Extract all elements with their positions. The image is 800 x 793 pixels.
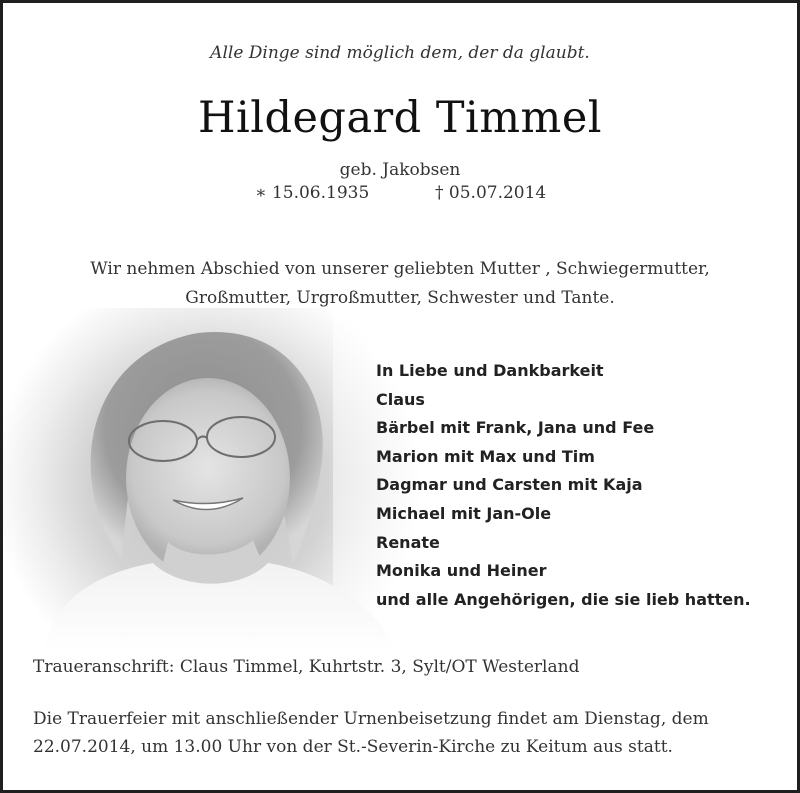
motto-quote: Alle Dinge sind möglich dem, der da glaubt.	[210, 43, 590, 63]
mourner-line: Bärbel mit Frank, Jana und Fee	[376, 418, 655, 438]
life-dates	[3, 183, 797, 207]
ceremony-line: 22.07.2014, um 13.00 Uhr von der St.-Severin-Kirche zu Keitum aus statt.	[33, 737, 673, 757]
farewell-line: Wir nehmen Abschied von unserer geliebten Mutter , Schwiegermutter,	[90, 259, 710, 279]
farewell-line: Großmutter, Urgroßmutter, Schwester und Tante.	[185, 288, 615, 308]
mourner-line: Michael mit Jan-Ole	[376, 503, 552, 523]
maiden-name: geb. Jakobsen	[339, 160, 461, 180]
farewell-text	[3, 255, 797, 313]
mourners-list	[376, 357, 751, 614]
mourning-address: Traueranschrift: Claus Timmel, Kuhrtstr. 3, Sylt/OT Westerland	[33, 657, 580, 677]
mourner-line: Marion mit Max und Tim	[376, 446, 595, 466]
deceased-name: Hildegard Timmel	[197, 93, 603, 143]
ceremony-line: Die Trauerfeier mit anschließender Urnenbeisetzung findet am Dienstag, dem	[33, 709, 709, 729]
mourner-line: und alle Angehörigen, die sie lieb hatten.	[376, 589, 751, 609]
mourner-line: Dagmar und Carsten mit Kaja	[376, 475, 643, 495]
photo-face	[126, 378, 290, 578]
ceremony-info	[33, 705, 753, 761]
mourner-line: Claus	[376, 389, 425, 409]
mourner-line: Monika und Heiner	[376, 561, 547, 581]
mourner-line: Renate	[376, 532, 440, 552]
portrait-photo	[3, 308, 433, 653]
death-date: † 05.07.2014	[435, 183, 547, 203]
mourner-line: In Liebe und Dankbarkeit	[376, 361, 604, 380]
birth-date: ∗ 15.06.1935	[255, 183, 370, 203]
